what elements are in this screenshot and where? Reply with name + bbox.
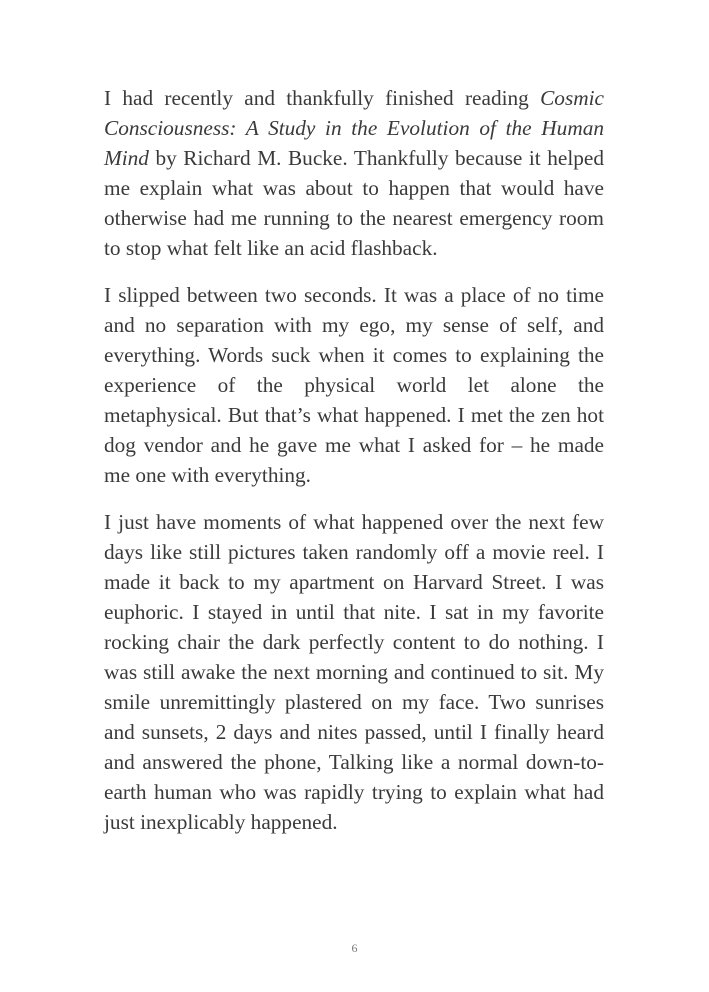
paragraph-1 bbox=[104, 83, 604, 263]
page-number: 6 bbox=[351, 941, 358, 955]
paragraph-2: I slipped between two seconds. It was a place of no time and no separation with my ego, my sense of self, and everything. Words suck when it comes to explaining the experience of the physical world let alone the metaphysical. But that’s what happened. I met the zen hot dog vendor and he gave me what I asked for – he made me one with everything. bbox=[104, 283, 604, 487]
paragraph-1-rest: by Richard M. Bucke. Thankfully because it helped me explain what was about to happen that would have otherwise had me running to the nearest emergency room to stop what felt like an acid flashback. bbox=[104, 146, 604, 260]
body-text bbox=[104, 83, 604, 854]
paragraph-1-intro: I had recently and thankfully finished reading bbox=[104, 86, 541, 110]
paragraph-3: I just have moments of what happened over the next few days like still pictures taken randomly off a movie reel. I made it back to my apartment on Harvard Street. I was euphoric. I stayed in until that nite. I sat in my favorite rocking chair the dark perfectly content to do nothing. I was still awake the next morning and continued to sit. My smile unremittingly plastered on my face. Two sunrises and sunsets, 2 days and nites passed, until I finally heard and answered the phone, Talking like a normal down-to-earth human who was rapidly trying to explain what had just inexplicably happened. bbox=[104, 510, 604, 834]
book-title: Cosmic Consciousness: A Study in the Evolution of the Human Mind bbox=[104, 86, 604, 170]
